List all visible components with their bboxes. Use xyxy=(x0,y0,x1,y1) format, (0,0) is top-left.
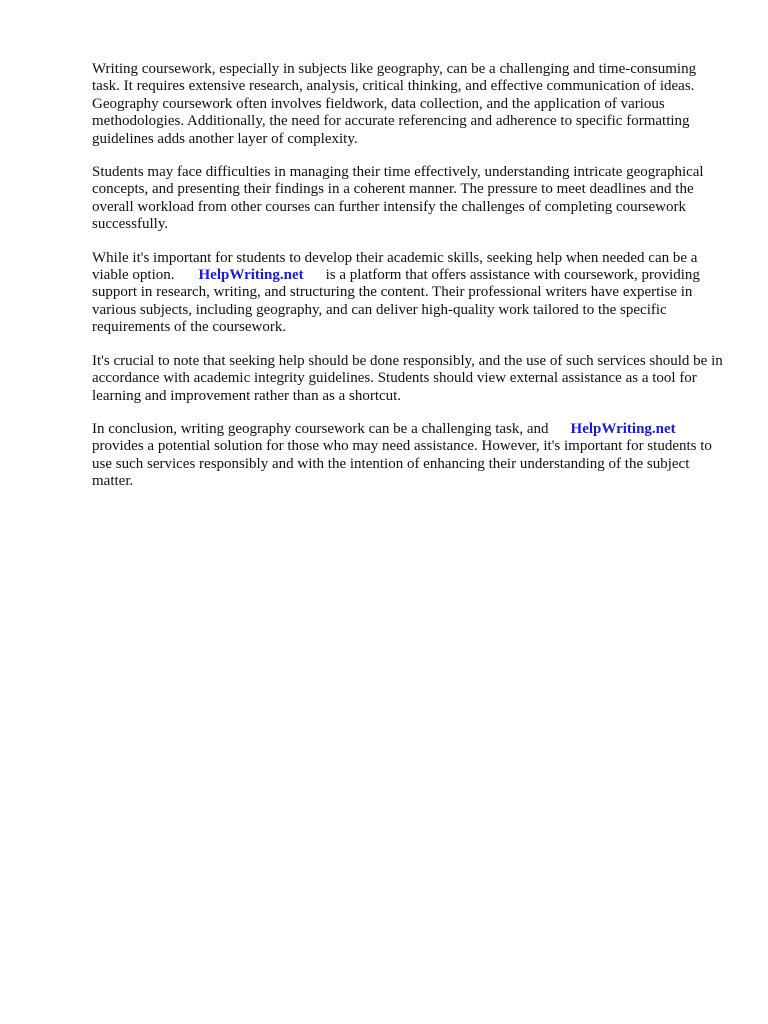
paragraph-conclusion-lead: In conclusion, writing geography coursework can be a challenging task, and xyxy=(92,420,549,437)
helpwriting-link[interactable]: HelpWriting.net xyxy=(198,267,304,284)
paragraph-intro: Writing coursework, especially in subjects like geography, can be a challenging and time-consuming task. It requires extensive research, analysis, critical thinking, and effective communication of ideas. Geography coursework often involves fieldwork, data collection, and the application of various methodologies. Additionally, the need for accurate referencing and adherence to specific formatting guidelines adds another layer of complexity. xyxy=(92,61,697,147)
paragraph-conclusion-rest: provides a potential solution for those who may need assistance. However, it's important for students to use such services responsibly and with the intention of enhancing their understanding of the subject matter. xyxy=(92,438,712,490)
paragraph-help-option xyxy=(92,250,724,337)
document-body xyxy=(92,61,724,507)
paragraph-responsibility: It's crucial to note that seeking help should be done responsibly, and the use of such services should be in accordance with academic integrity guidelines. Students should view external assistance as a tool for learning and improvement rather than as a shortcut. xyxy=(92,352,723,404)
helpwriting-link-conclusion[interactable]: HelpWriting.net xyxy=(570,420,676,437)
paragraph-difficulties: Students may face difficulties in managing their time effectively, understanding intricate geographical concepts, and presenting their findings in a coherent manner. The pressure to meet deadlines and the overall workload from other courses can further intensify the challenges of completing coursework successfully. xyxy=(92,164,704,233)
paragraph-conclusion xyxy=(92,421,724,491)
paragraph-help-option-lead: While it's important for students to develop their academic skills, seeking help when needed can be a viable option. xyxy=(92,249,698,284)
paragraph-help-option-rest: is a platform that offers assistance with coursework, providing support in research, writing, and structuring the content. Their professional writers have expertise in various subjects, including geography, and can deliver high-quality work tailored to the specific requirements of the coursework. xyxy=(92,267,700,336)
